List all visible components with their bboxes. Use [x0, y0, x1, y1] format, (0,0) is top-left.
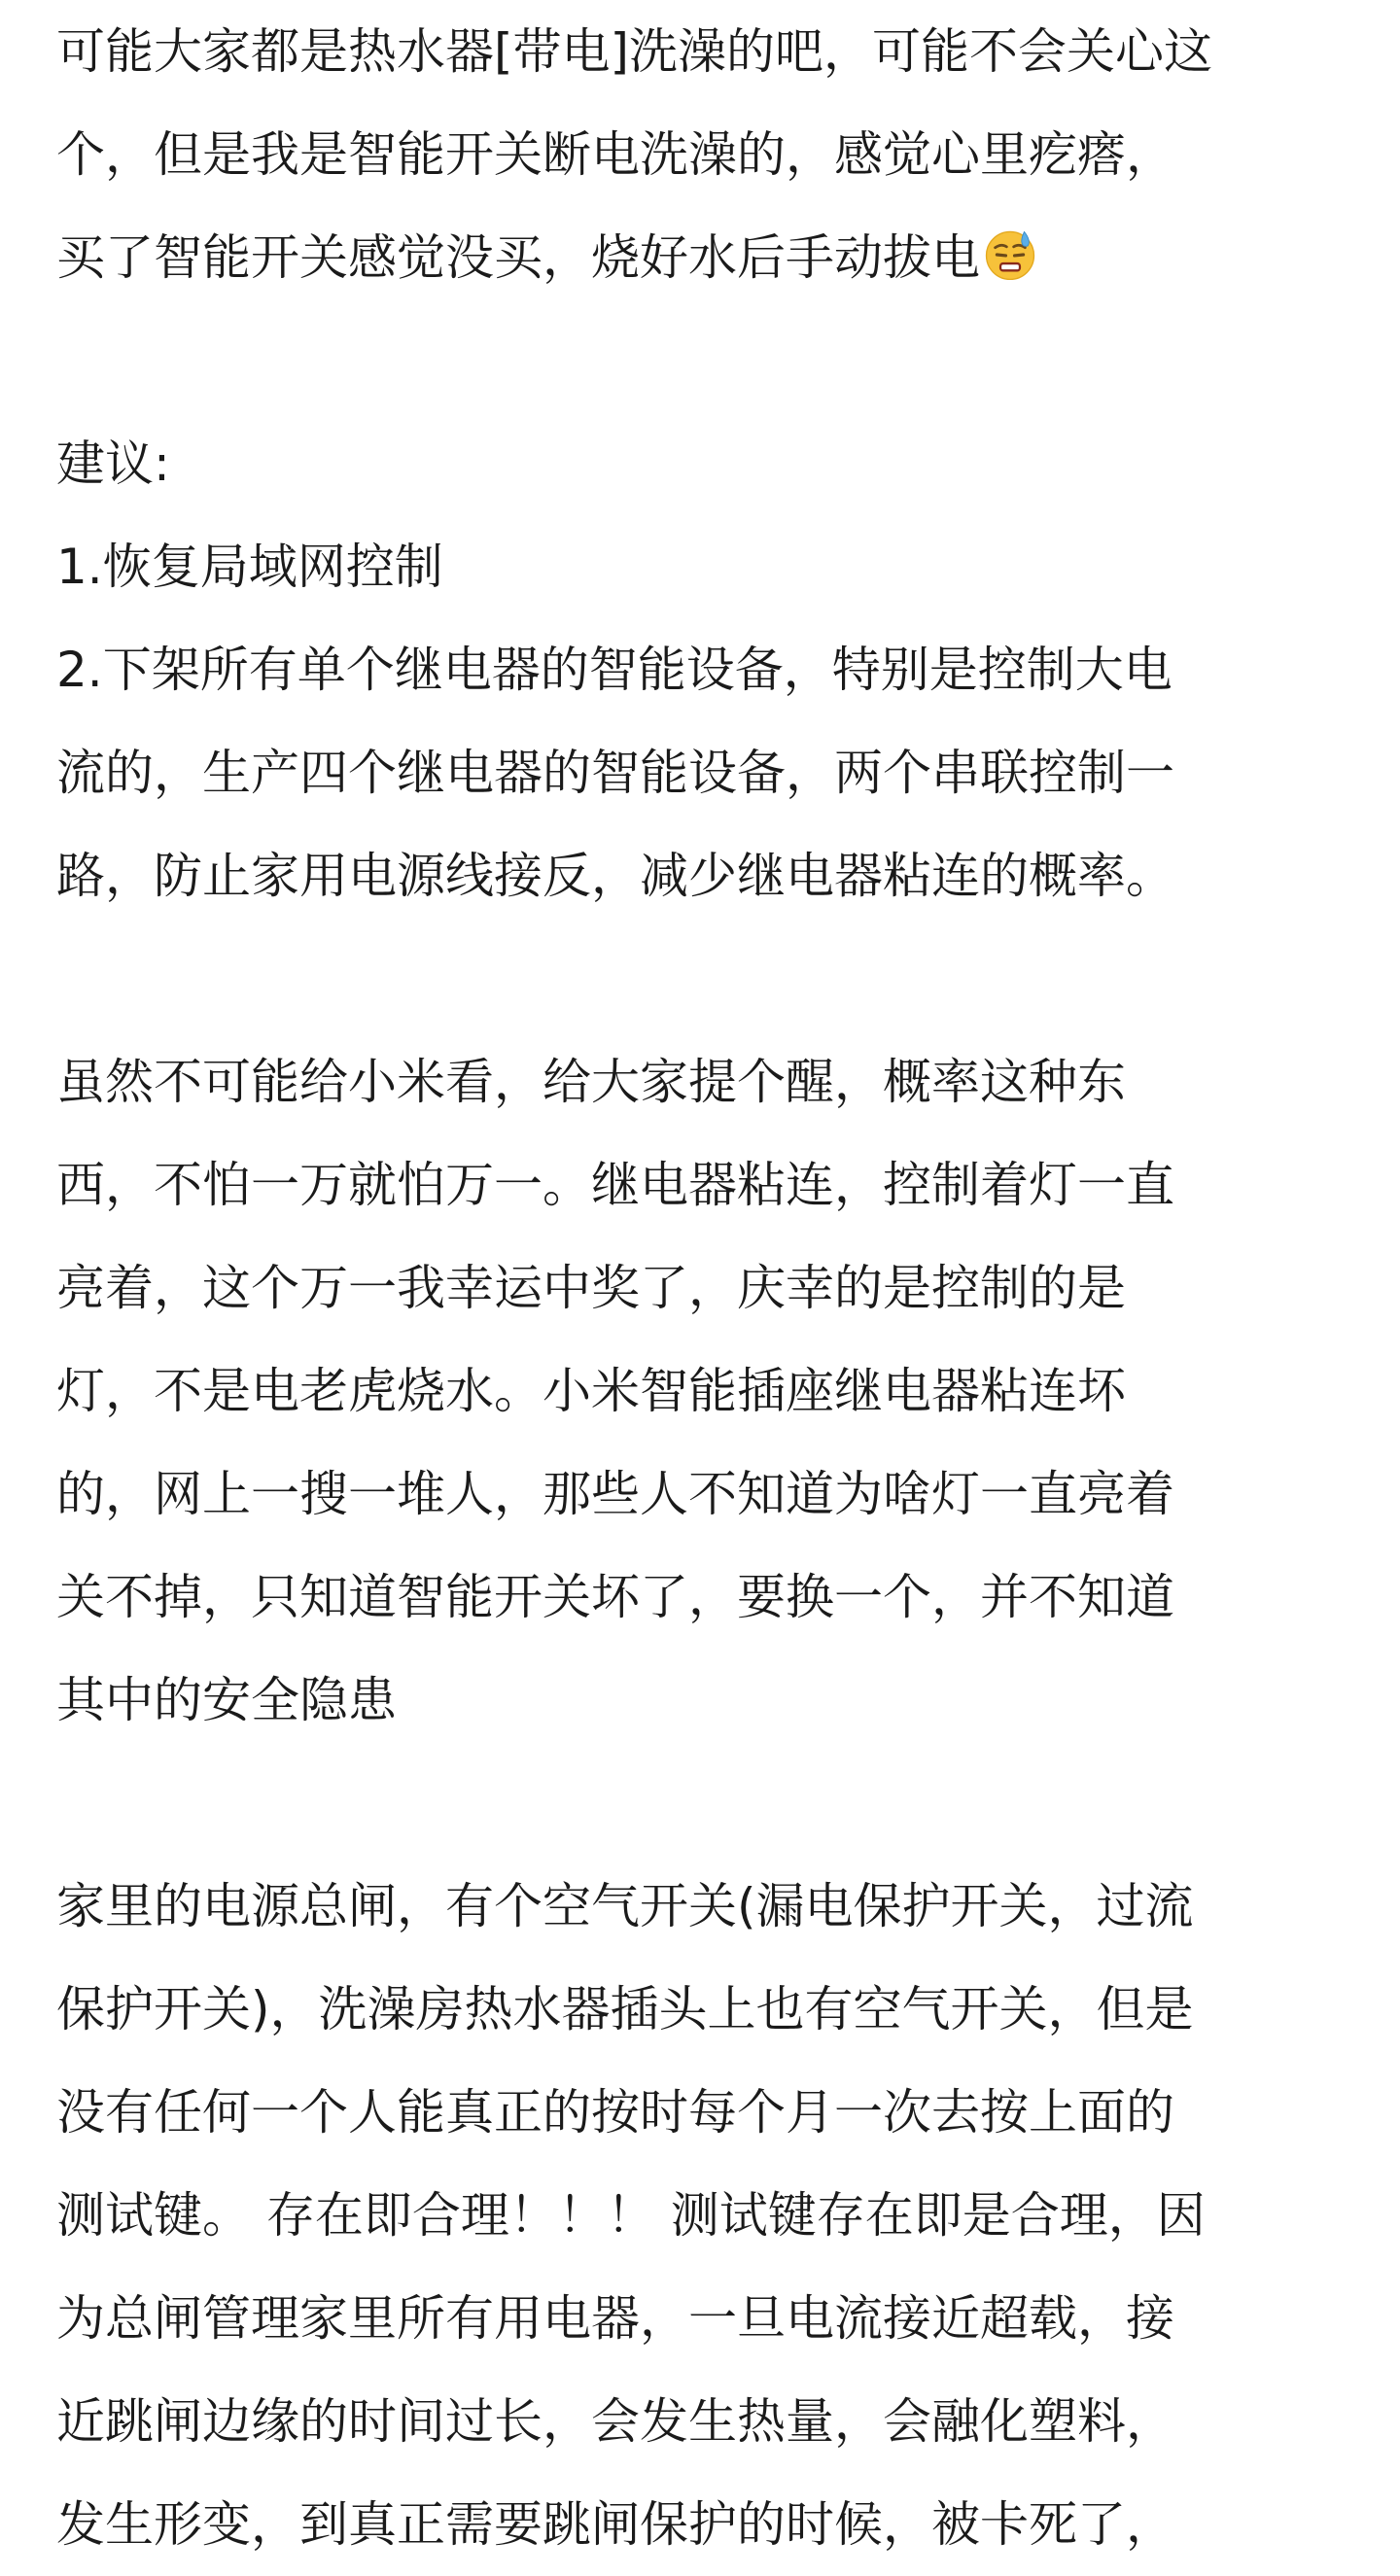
text-line-with-emoji: [56, 206, 1359, 309]
article-body: [56, 0, 1359, 2576]
text-line: 保护开关)，洗澡房热水器插头上也有空气开关，但是: [56, 1981, 1194, 2037]
text-line: 的，网上一搜一堆人，那些人不知道为啥灯一直亮着: [56, 1466, 1174, 1522]
text-line: 其中的安全隐患: [56, 1672, 397, 1728]
anxious-sweat-face-icon: [982, 226, 1038, 283]
text-line: 亮着，这个万一我幸运中奖了，庆幸的是控制的是: [56, 1260, 1126, 1316]
paragraph-1: [56, 0, 1359, 309]
paragraph-4: [56, 1855, 1359, 2576]
text-line: 发生形变，到真正需要跳闸保护的时候，被卡死了，: [56, 2496, 1174, 2553]
text-line: 家里的电源总闸，有个空气开关(漏电保护开关，过流: [56, 1878, 1194, 1934]
paragraph-gap: [56, 309, 1359, 412]
paragraph-3: [56, 1030, 1359, 1752]
text-line: 关不掉，只知道智能开关坏了，要换一个，并不知道: [56, 1569, 1174, 1625]
text-line: 1.恢复局域网控制: [56, 539, 443, 595]
text-line: 近跳闸边缘的时间过长，会发生热量，会融化塑料，: [56, 2393, 1174, 2450]
text-line: 2.下架所有单个继电器的智能设备，特别是控制大电: [56, 642, 1172, 698]
text-line: 灯，不是电老虎烧水。小米智能插座继电器粘连坏: [56, 1363, 1126, 1419]
text-line: 流的，生产四个继电器的智能设备，两个串联控制一: [56, 745, 1174, 801]
paragraph-2: [56, 412, 1359, 927]
text-line: 西，不怕一万就怕万一。继电器粘连，控制着灯一直: [56, 1157, 1174, 1213]
text-line: 虽然不可能给小米看，给大家提个醒，概率这种东: [56, 1054, 1126, 1110]
text-line-content: 买了智能开关感觉没买，烧好水后手动拔电: [56, 229, 980, 286]
paragraph-gap: [56, 927, 1359, 1030]
text-line: 没有任何一个人能真正的按时每个月一次去按上面的: [56, 2084, 1174, 2141]
text-line: 路，防止家用电源线接反，减少继电器粘连的概率。: [56, 848, 1174, 904]
text-line: 可能大家都是热水器[带电]洗澡的吧，可能不会关心这: [56, 23, 1213, 80]
text-line: 建议:: [56, 435, 170, 492]
text-line: 个，但是我是智能开关断电洗澡的，感觉心里疙瘩，: [56, 126, 1174, 183]
paragraph-gap: [56, 1752, 1359, 1855]
text-line: 为总闸管理家里所有用电器，一旦电流接近超载，接: [56, 2290, 1174, 2347]
text-line: 测试键。 存在即合理！！！ 测试键存在即是合理，因: [56, 2187, 1206, 2244]
